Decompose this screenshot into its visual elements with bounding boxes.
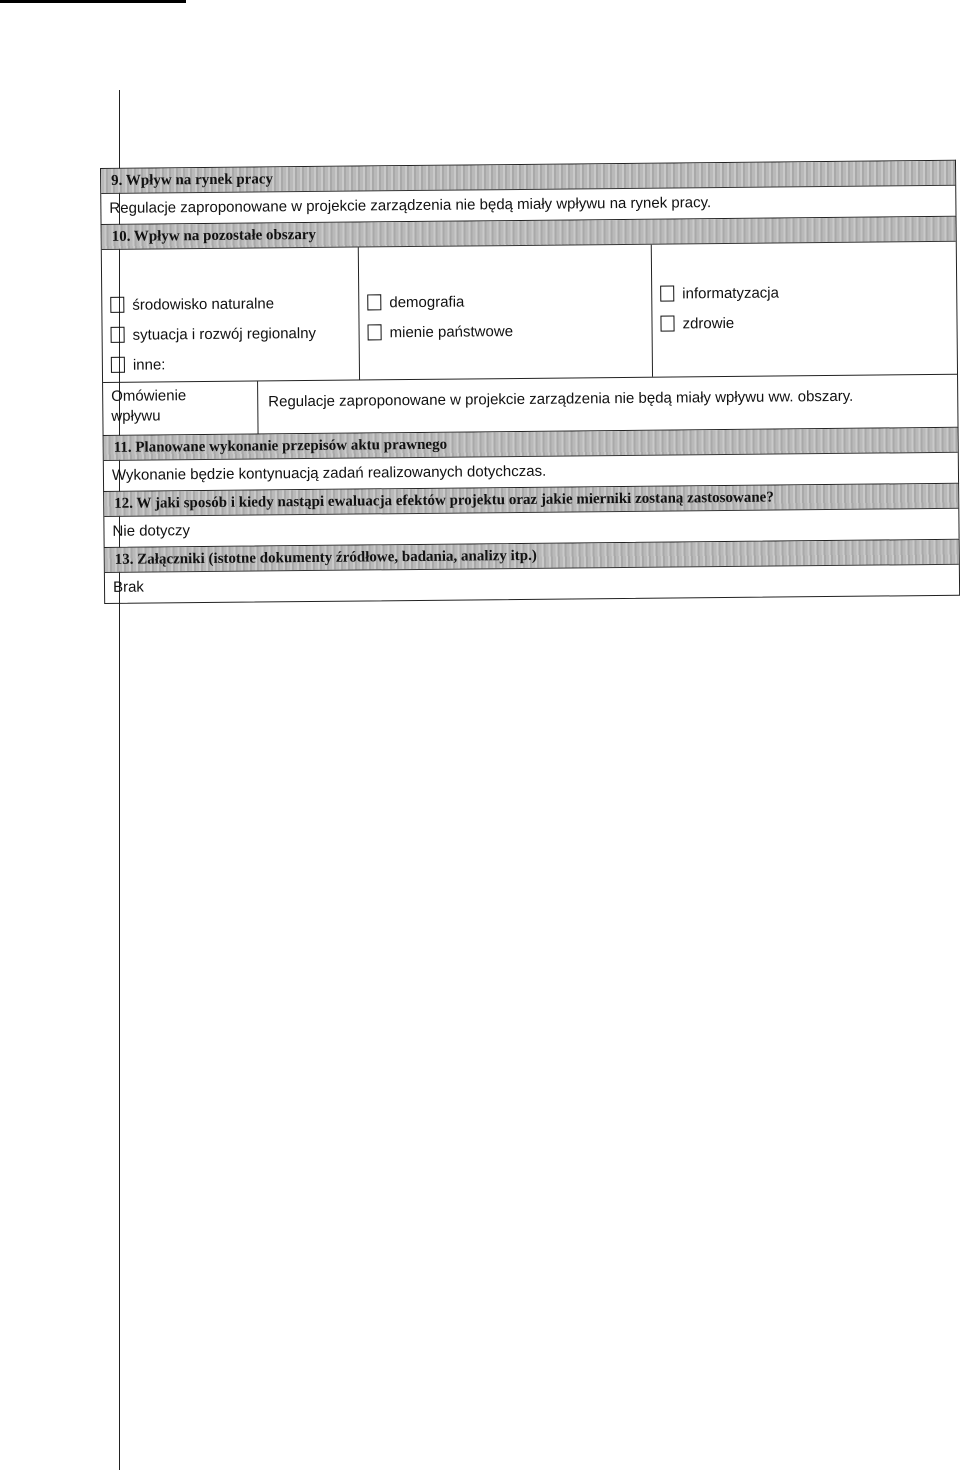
impact-text: Regulacje zaproponowane w projekcie zarządzenia nie będą miały wpływu ww. obszary. <box>268 387 854 411</box>
areas-grid <box>102 242 957 383</box>
section-9-text: Regulacje zaproponowane w projekcie zarządzenia nie będą miały wpływu na rynek pracy. <box>109 194 712 217</box>
section-12 <box>103 483 959 547</box>
checkbox-option[interactable] <box>110 318 350 350</box>
section-13-header: 13. Załączniki (istotne dokumenty źródłowe, badania, analizy itp.) <box>105 540 959 573</box>
section-11 <box>103 427 959 491</box>
checkbox-label: informatyzacja <box>682 283 780 302</box>
checkbox-label: środowisko naturalne <box>132 294 275 314</box>
checkbox-label: inne: <box>132 355 166 374</box>
checkbox-label: mienie państwowe <box>389 322 514 341</box>
section-10-header: 10. Wpływ na pozostałe obszary <box>102 217 956 250</box>
checkbox-label: sytuacja i rozwój regionalny <box>132 324 317 344</box>
checkbox-icon[interactable] <box>368 324 382 340</box>
impact-label-line-1: Omówienie <box>111 387 187 405</box>
section-10 <box>101 216 959 435</box>
checkbox-icon[interactable] <box>110 297 124 313</box>
checkbox-option[interactable] <box>110 288 350 320</box>
top-rule <box>0 0 186 3</box>
section-13 <box>104 539 960 604</box>
impact-discussion-row <box>103 375 957 435</box>
checkbox-icon[interactable] <box>660 285 674 301</box>
checkbox-option[interactable] <box>111 348 351 380</box>
checkbox-icon[interactable] <box>111 357 125 373</box>
section-9 <box>100 160 956 224</box>
checkbox-icon[interactable] <box>111 327 125 343</box>
impact-form <box>100 160 960 604</box>
areas-column-2 <box>359 245 653 380</box>
section-12-text: Nie dotyczy <box>112 522 191 540</box>
areas-column-3 <box>652 242 957 377</box>
checkbox-option[interactable] <box>367 315 643 348</box>
checkbox-option[interactable] <box>367 285 643 318</box>
checkbox-label: zdrowie <box>682 314 735 332</box>
impact-label-line-2: wpływu <box>111 407 161 425</box>
checkbox-icon[interactable] <box>660 315 674 331</box>
section-12-header: 12. W jaki sposób i kiedy nastąpi ewaluacja efektów projektu oraz jakie mierniki zostaną zastosowane? <box>104 484 958 517</box>
section-11-text: Wykonanie będzie kontynuacją zadań realizowanych dotychczas. <box>111 462 547 484</box>
section-13-text: Brak <box>112 578 144 596</box>
checkbox-icon[interactable] <box>367 294 381 310</box>
checkbox-option[interactable] <box>660 306 948 339</box>
section-9-header: 9. Wpływ na rynek pracy <box>101 161 955 194</box>
section-11-header: 11. Planowane wykonanie przepisów aktu prawnego <box>104 428 958 461</box>
checkbox-option[interactable] <box>660 276 948 309</box>
checkbox-label: demografia <box>389 293 465 311</box>
impact-label <box>103 381 258 434</box>
areas-column-1 <box>102 248 360 382</box>
